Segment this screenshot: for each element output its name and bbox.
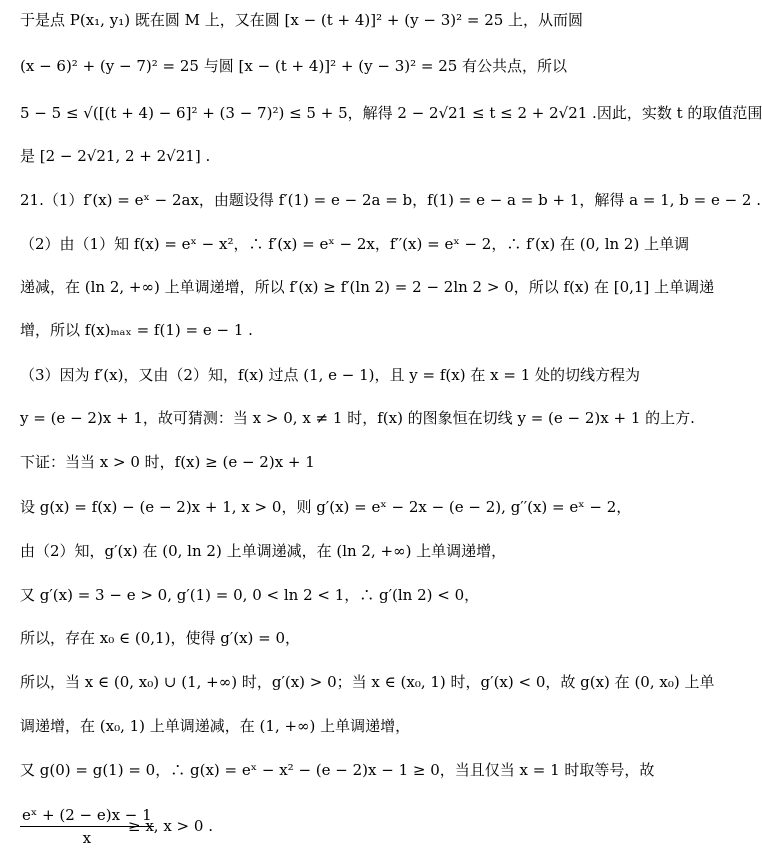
text-line: (x − 6)² + (y − 7)² = 25 与圆 [x − (t + 4)]² + (y − 3)² = 25 有公共点，所以 — [20, 57, 568, 75]
text-line: 下证：当当 x > 0 时，f(x) ≥ (e − 2)x + 1 — [20, 453, 315, 471]
text-line: 又 g(0) = g(1) = 0，∴ g(x) = eˣ − x² − (e − 2)x − 1 ≥ 0，当且仅当 x = 1 时取等号，故 — [20, 761, 655, 779]
text-line: （3）因为 f′(x)，又由（2）知，f(x) 过点 (1, e − 1)，且 y = f(x) 在 x = 1 处的切线方程为 — [20, 366, 641, 384]
text-line: 又 g′(x) = 3 − e > 0, g′(1) = 0, 0 < ln 2 < 1，∴ g′(ln 2) < 0， — [20, 586, 480, 604]
text-line: y = (e − 2)x + 1，故可猜测：当 x > 0, x ≠ 1 时，f(x) 的图象恒在切线 y = (e − 2)x + 1 的上方. — [20, 409, 695, 427]
text-line: 所以，当 x ∈ (0, x₀) ∪ (1, +∞) 时，g′(x) > 0；当 x ∈ (x₀, 1) 时，g′(x) < 0，故 g(x) 在 (0, x₀) 上单 — [20, 673, 715, 691]
text-line: 设 g(x) = f(x) − (e − 2)x + 1, x > 0，则 g′(x) = eˣ − 2x − (e − 2), g′′(x) = eˣ − 2， — [20, 498, 632, 516]
text-line: 于是点 P(x₁, y₁) 既在圆 M 上，又在圆 [x − (t + 4)]² + (y − 3)² = 25 上，从而圆 — [20, 11, 584, 29]
text-line: 由（2）知，g′(x) 在 (0, ln 2) 上单调递减，在 (ln 2, +∞) 上单调递增， — [20, 542, 507, 560]
final-inequality-tail: ≥ x, x > 0 . — [128, 817, 213, 835]
text-line: 递减，在 (ln 2, +∞) 上单调递增，所以 f′(x) ≥ f′(ln 2) = 2 − 2ln 2 > 0，所以 f(x) 在 [0,1] 上单调递 — [20, 278, 715, 296]
text-line: 增，所以 f(x)ₘₐₓ = f(1) = e − 1 . — [20, 321, 253, 339]
text-line: 所以，存在 x₀ ∈ (0,1)，使得 g′(x) = 0， — [20, 629, 301, 647]
fraction-denominator: x — [82, 829, 92, 847]
fraction-numerator: eˣ + (2 − e)x − 1 — [20, 806, 154, 827]
text-line: 21.（1）f′(x) = eˣ − 2ax，由题设得 f′(1) = e − 2a = b，f(1) = e − a = b + 1，解得 a = 1, b = e − 2 . — [20, 191, 762, 209]
text-line: 调递增，在 (x₀, 1) 上单调递减，在 (1, +∞) 上单调递增， — [20, 717, 411, 735]
text-line: 是 [2 − 2√21, 2 + 2√21] . — [20, 147, 211, 165]
text-line: （2）由（1）知 f(x) = eˣ − x²，∴ f′(x) = eˣ − 2x，f′′(x) = eˣ − 2，∴ f′(x) 在 (0, ln 2) 上单调 — [20, 235, 690, 253]
text-line: 5 − 5 ≤ √([(t + 4) − 6]² + (3 − 7)²) ≤ 5 + 5，解得 2 − 2√21 ≤ t ≤ 2 + 2√21 .因此，实数 t 的取值范围 — [20, 104, 762, 122]
